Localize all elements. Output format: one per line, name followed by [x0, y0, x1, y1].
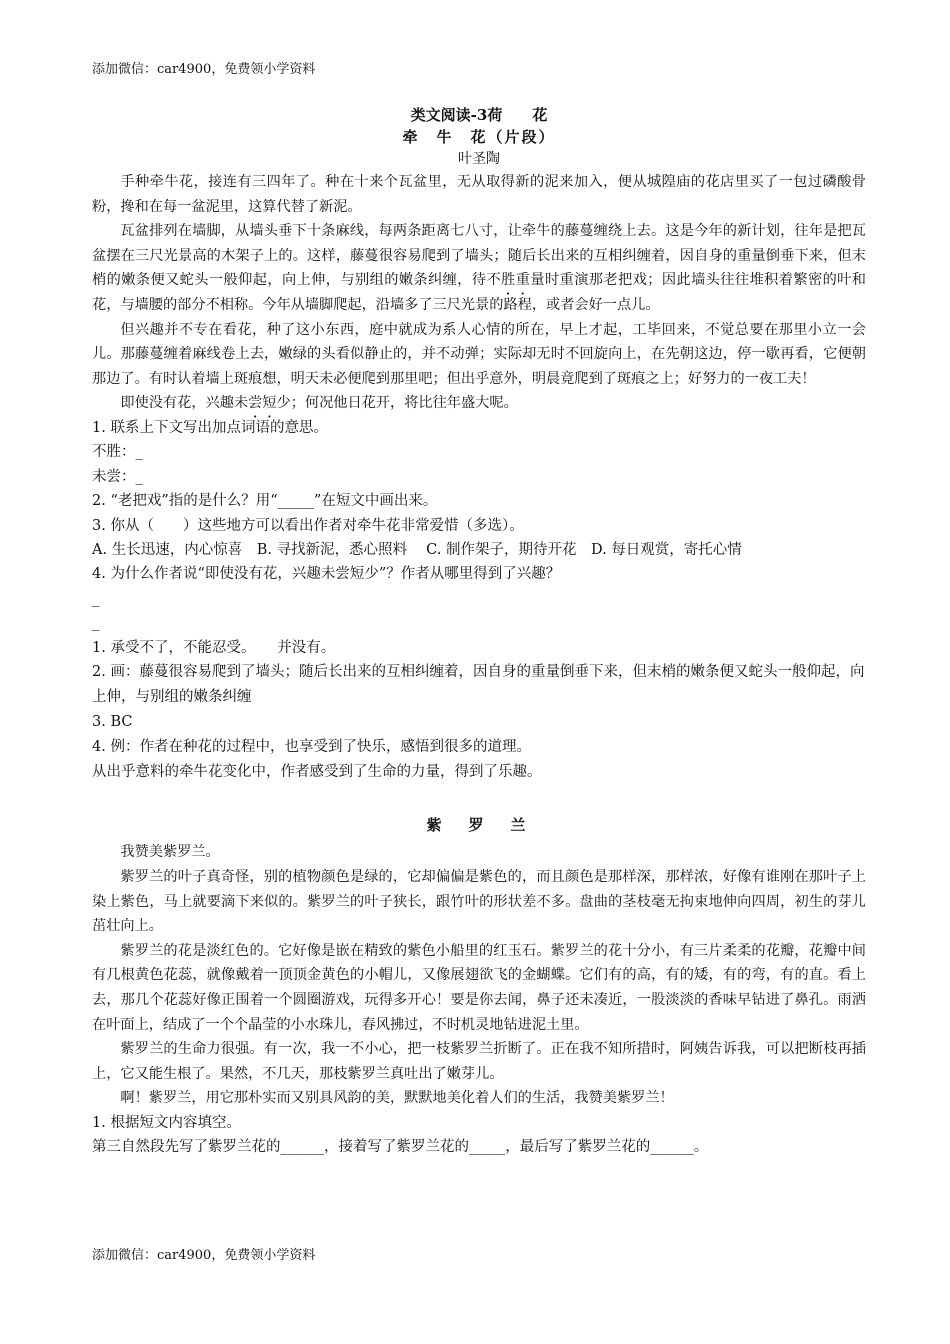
- section-title: 类文阅读-3荷 花: [410, 106, 548, 124]
- question-line: 未尝：_: [92, 468, 143, 485]
- document-page: [92, 60, 866, 1160]
- paragraph-text: 瓦盆排列在墙脚，从墙头垂下十条麻线，每两条距离七八寸，让牵牛的藤蔓缠绕上去。这是今年的新计划，往年是把瓦盆摆在三尺光景高的木架子上的。这样，藤蔓很容易爬到了墙头；随后长出来的互相纠缠着，因自身的重量倒垂下来，但末梢的嫩条便又蛇头一般仰起，向上伸，与别组的嫩条纠缠，待: [92, 223, 866, 289]
- answers-section-1: [92, 636, 866, 785]
- passage2-paragraph: 紫罗兰的生命力很强。有一次，我一不小心，把一枝紫罗兰折断了。正在我不知所措时，阿姨告诉我，可以把断枝再插上，它又能生根了。果然，不几天，那枝紫罗兰真吐出了嫩芽儿。: [92, 1041, 866, 1082]
- header-note: 添加微信：car4900，免费领小学资料: [92, 62, 316, 77]
- paragraph-text: 即使没有花，兴趣: [120, 395, 234, 412]
- question-line: 1. 联系上下文写出加点词语的意思。: [92, 419, 328, 436]
- passage2-paragraph: 我赞美紫罗兰。: [120, 844, 220, 861]
- passage1-paragraph: [92, 219, 866, 317]
- passage1-title: 牵 牛 花（片段）: [402, 128, 556, 146]
- question-line: 1. 根据短文内容填空。: [92, 1114, 241, 1131]
- passage2-paragraph: 啊！紫罗兰，用它那朴实而又别具风韵的美，默默地美化着人们的生活，我赞美紫罗兰！: [120, 1090, 674, 1107]
- emphasis-char: 胜: [501, 272, 516, 289]
- question-line: 第三自然段先写了紫罗兰花的______，接着写了紫罗兰花的_____，最后写了紫罗兰花的______。: [92, 1139, 709, 1156]
- emphasis-char: 未: [233, 395, 249, 412]
- answer-line: 4. 例：作者在种花的过程中，也享受到了快乐，感悟到很多的道理。: [92, 738, 531, 755]
- paragraph-text: 短少；何况他日花开，将比往年盛大呢。: [262, 395, 518, 412]
- passage2-title: 紫 罗 兰: [426, 816, 532, 835]
- question-line: _: [92, 590, 100, 607]
- passage1-author: 叶圣陶: [458, 151, 500, 167]
- passage2-paragraph: 紫罗兰的叶子真奇怪，别的植物颜色是绿的，它却偏偏是紫色的，而且颜色是那样深，那样浓，好像有谁刚在那叶子上染上紫色，马上就要滴下来似的。紫罗兰的叶子狭长，跟竹叶的形状差不多。盘曲的茎枝毫无拘束地伸向四周，初生的芽儿茁壮向上。: [92, 868, 866, 935]
- answer-line: 3. BC: [92, 713, 133, 730]
- answer-line: 从出乎意料的牵牛花变化中，作者感受到了生命的力量，得到了乐趣。: [92, 763, 542, 780]
- question-line: A. 生长迅速，内心惊喜 B. 寻找新泥，悉心照料 C. 制作架子，期待开花 D. 每日观赏，寄托心情: [92, 541, 742, 558]
- passage1-paragraph: 但兴趣并不专在看花，种了这小东西，庭中就成为系人心情的所在，早上才起，工毕回来，不觉总要在那里小立一会儿。那藤蔓缠着麻线卷上去，嫩绿的头看似静止的，并不动弹；实际却无时不回旋向上，在先朝这边，停一歇再看，它便朝那边了。有时认着墙上斑痕想，明天未必便爬到那里吧；但出乎意外，明晨竟爬到了斑痕之上；好努力的一夜工夫！: [92, 321, 866, 387]
- answer-line: 2. 画：藤蔓很容易爬到了墙头；随后长出来的互相纠缠着，因自身的重量倒垂下来，但末梢的嫩条便又蛇头一般仰起，向上伸，与别组的嫩条纠缠: [92, 664, 865, 706]
- question-line: _: [92, 615, 100, 632]
- footer-note: 添加微信：car4900，免费领小学资料: [92, 1248, 316, 1263]
- passage1-paragraph: 手种牵牛花，接连有三四年了。种在十来个瓦盆里，无从取得新的泥来加入，便从城隍庙的花店里买了一包过磷酸骨粉，搀和在每一盆泥里，这算代替了新泥。: [92, 174, 866, 215]
- question-line: 2. “老把戏”指的是什么？用“_____”在短文中画出来。: [92, 493, 438, 510]
- question-line: 3. 你从（ ）这些地方可以看出作者对牵牛花非常爱惜（多选）。: [92, 517, 524, 534]
- questions-section-1: [92, 416, 866, 636]
- emphasis-char: 尝: [248, 395, 263, 412]
- passage1-paragraph: [92, 391, 866, 416]
- paragraph-text: 重量时重演那老把戏；因此墙头往往堆积着繁密的叶和花，与墙腰的部分不相称。今年从墙脚爬起，沿墙多了三尺光景的路程，或者会好一点儿。: [92, 272, 866, 313]
- emphasis-char: 不: [486, 272, 502, 289]
- question-line: 4. 为什么作者说“即使没有花，兴趣未尝短少”？作者从哪里得到了兴趣？: [92, 566, 561, 583]
- answer-line: 1. 承受不了，不能忍受。 并没有。: [92, 639, 336, 656]
- passage2-paragraph: 紫罗兰的花是淡红色的。它好像是嵌在精致的紫色小船里的红玉石。紫罗兰的花十分小，有三片柔柔的花瓣，花瓣中间有几根黄色花蕊，就像戴着一顶顶金黄色的小帽儿，又像展翅欲飞的金蝴蝶。它们有的高，有的矮，有的弯，有的直。看上去，那几个花蕊好像正围着一个圆圈游戏，玩得多开心！要是你去闻，鼻子还未凑近，一股淡淡的香味早钻进了鼻孔。雨洒在叶面上，结成了一个个晶莹的小水珠儿，春风拂过，不时机灵地钻进泥土里。: [92, 942, 866, 1033]
- question-line: 不胜：_: [92, 444, 143, 461]
- questions-section-2: [92, 1111, 866, 1160]
